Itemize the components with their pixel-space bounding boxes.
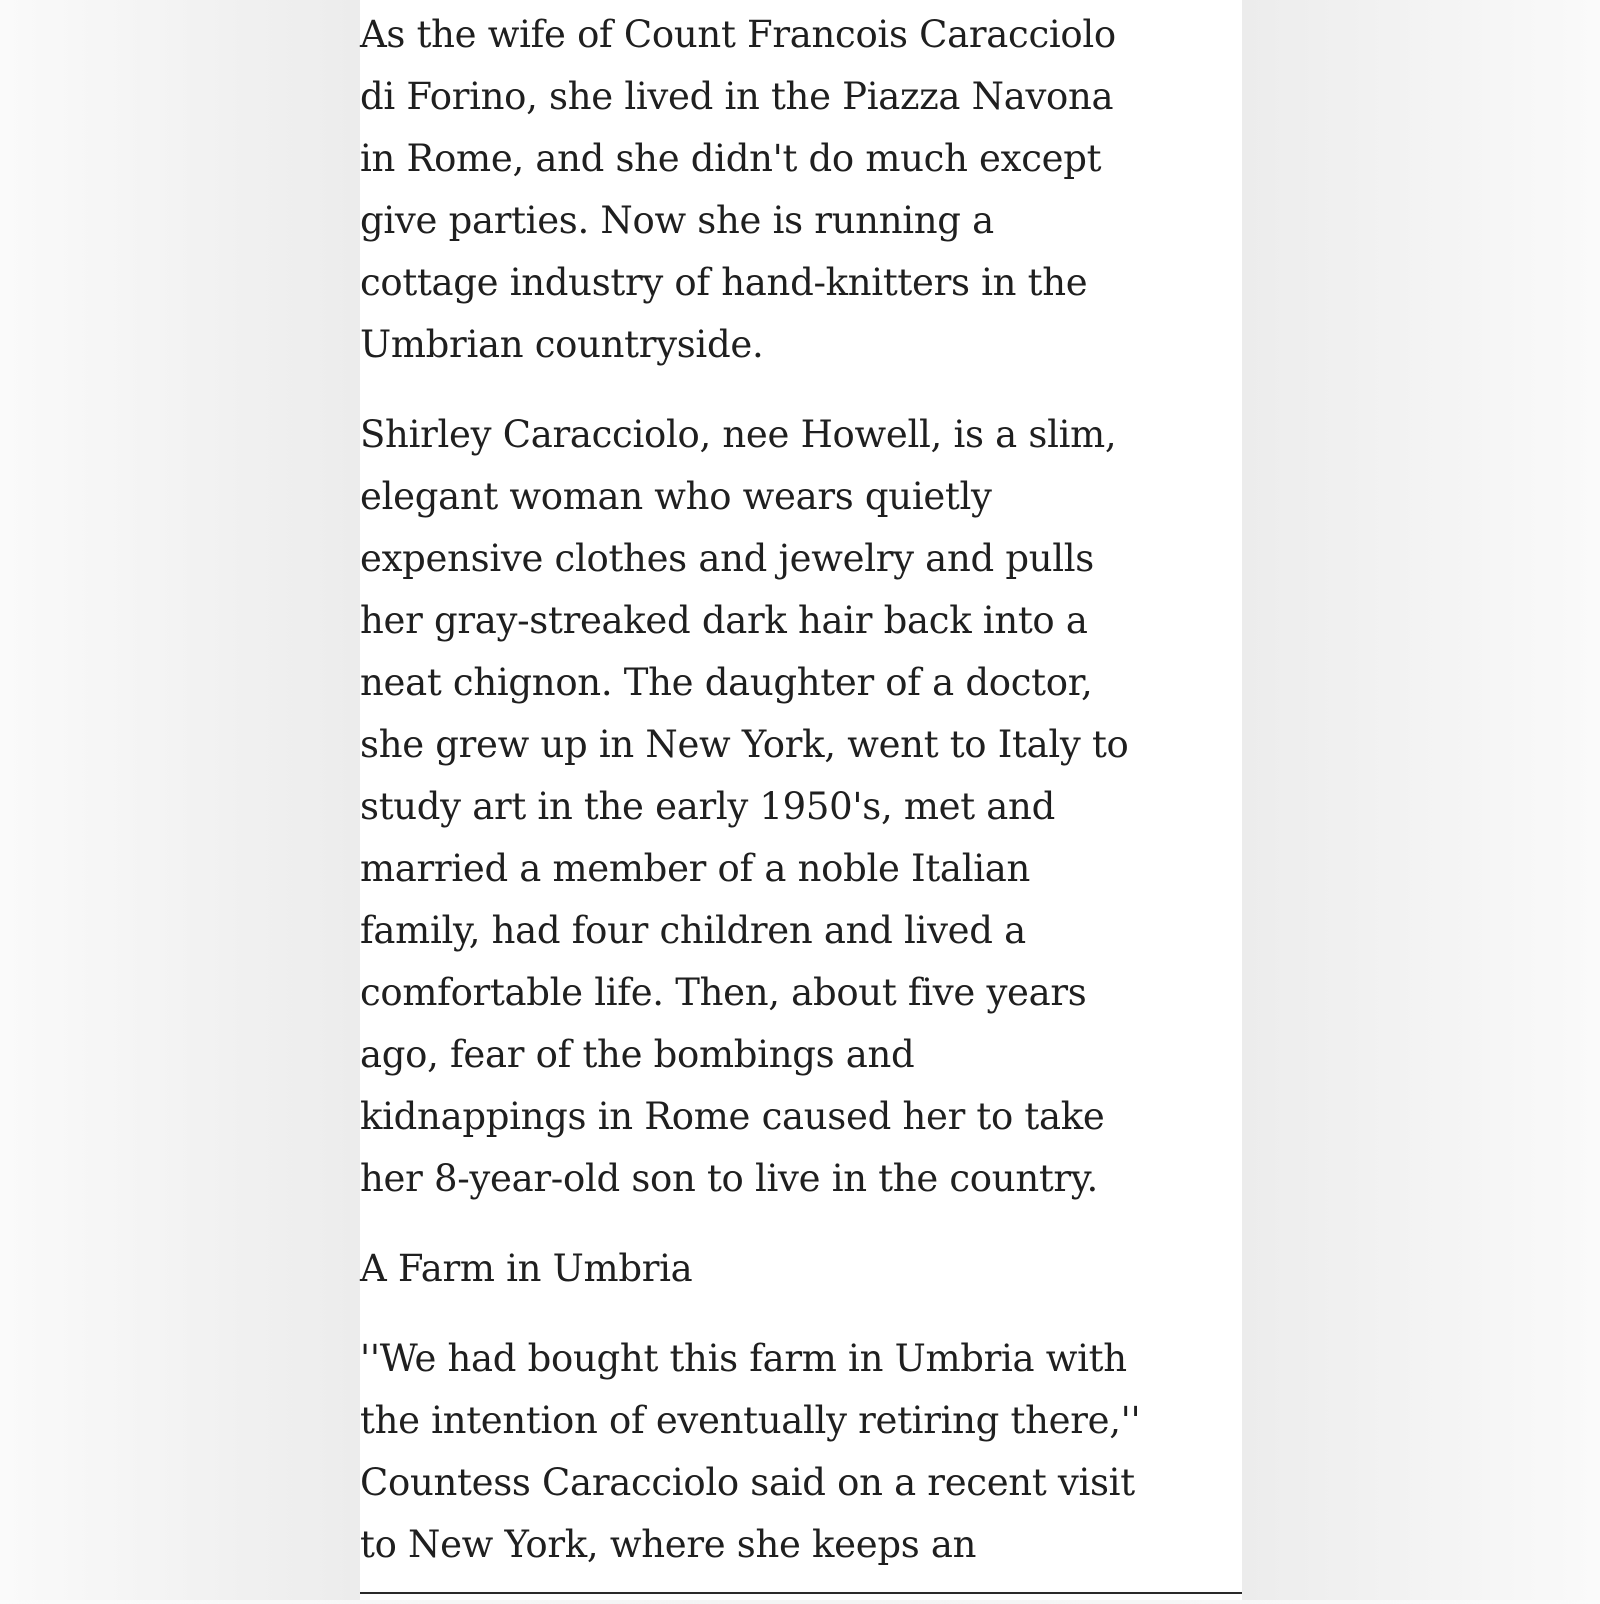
text-line: family, had four children and lived a	[360, 909, 1026, 952]
text-line: study art in the early 1950's, met and	[360, 785, 1055, 828]
text-line: cottage industry of hand-knitters in the	[360, 261, 1088, 304]
text-line: Umbrian countryside.	[360, 323, 764, 366]
text-line: Shirley Caracciolo, nee Howell, is a slim,	[360, 413, 1117, 456]
text-line: neat chignon. The daughter of a doctor,	[360, 661, 1093, 704]
background-left	[0, 0, 360, 1600]
article-body	[360, 4, 1220, 1604]
text-line: comfortable life. Then, about five years	[360, 971, 1087, 1014]
text-line: her gray-streaked dark hair back into a	[360, 599, 1088, 642]
text-line: elegant woman who wears quietly	[360, 475, 992, 518]
text-line: ''We had bought this farm in Umbria with	[360, 1337, 1127, 1380]
text-line: the intention of eventually retiring there,''	[360, 1399, 1141, 1442]
text-line: ago, fear of the bombings and	[360, 1033, 915, 1076]
paragraph-1	[360, 4, 1220, 376]
background-right	[1242, 0, 1600, 1600]
paragraph-2	[360, 404, 1220, 1210]
text-line: to New York, where she keeps an	[360, 1523, 977, 1566]
text-line: di Forino, she lived in the Piazza Navona	[360, 75, 1114, 118]
text-line: expensive clothes and jewelry and pulls	[360, 537, 1094, 580]
text-line: married a member of a noble Italian	[360, 847, 1031, 890]
text-line: she grew up in New York, went to Italy to	[360, 723, 1129, 766]
bottom-divider	[360, 1592, 1242, 1594]
paragraph-3	[360, 1328, 1220, 1576]
text-line: Countess Caracciolo said on a recent visit	[360, 1461, 1135, 1504]
text-line: give parties. Now she is running a	[360, 199, 994, 242]
text-line: in Rome, and she didn't do much except	[360, 137, 1102, 180]
text-line: kidnappings in Rome caused her to take	[360, 1095, 1105, 1138]
text-line: As the wife of Count Francois Caracciolo	[360, 13, 1116, 56]
text-line: her 8-year-old son to live in the country.	[360, 1157, 1098, 1200]
article-column	[360, 0, 1242, 1600]
subheading: A Farm in Umbria	[360, 1247, 693, 1290]
